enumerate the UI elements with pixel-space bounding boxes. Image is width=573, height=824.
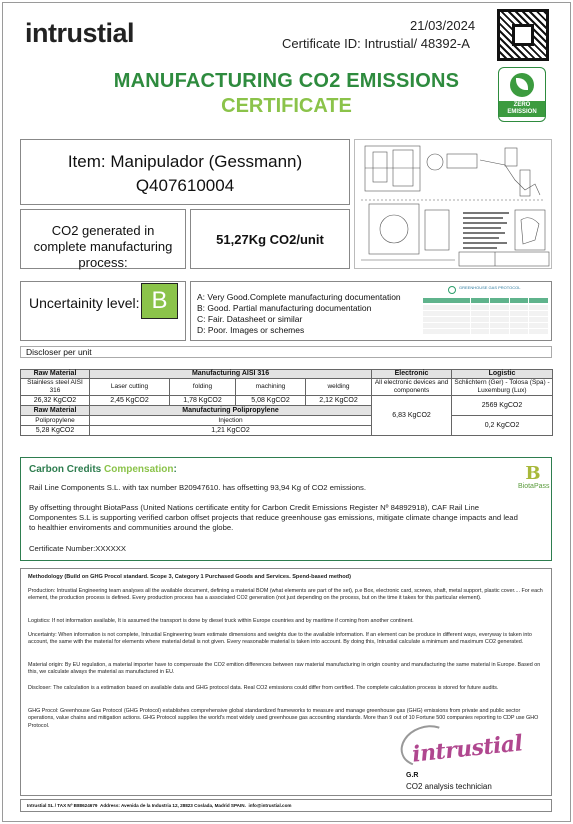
technical-drawing [354,139,552,269]
ghg-protocol-logo-icon [448,286,456,294]
co2-value-box [190,209,350,269]
carbon-credits-box [20,457,552,561]
uncertainty-label: Uncertainity level: [29,295,140,311]
table-cell: 2,12 KgCO2 [306,396,372,406]
footer-email: info@intrustial.com [248,803,292,808]
table-cell: 1,78 KgCO2 [170,396,236,406]
uncertainty-level-b: B: Good. Partial manufacturing documentation [197,303,372,313]
qr-code-icon [497,9,549,61]
signer-role: CO2 analysis technician [406,782,492,791]
electronic-header: Electronic [372,370,452,379]
company-logo: intrustial [25,18,135,48]
methodology-ghg: GHG Procol: Greenhouse Gas Protocol (GHG Protocol) establishes comprehensive global standardized frameworks to measure and manage greenhouse gas (GHG) emissions from private and public sector operations, value chains and mitigation actions. GHG Protocol supplies the world's most widely used greenhouse gas accounting standards. More than 9 out of 10 Fortune 500 companies reporting to CDP use GHO Protocol. [28,708,539,729]
table-cell: Schlichtern (Ger) - Tolosa (Spa) - Luxemburg (Lux) [452,379,553,396]
co2-label-box [20,209,186,269]
item-box [20,139,350,205]
signer-name: G.R [406,772,419,779]
raw-material-header-2: Raw Material [21,406,90,416]
footer-company: Intrustial SL / TAX Nº B88624679 [27,803,98,808]
table-cell: Stainless steel AISI 316 [21,379,90,396]
table-cell: 5,08 KgCO2 [236,396,306,406]
methodology-material-origin: Material origin: By EU regulation, a material importer have to compensate the CO2 emition differences between raw material manufacturing in origin country and manufacturing the same material in Europe. Based on this, we calculate always the material as manufactured in EU. [28,662,541,676]
methodology-title: Methodology (Build on GHG Procol standard. Scope 3, Category 1 Purchased Goods and Services. Spend-based method) [28,574,351,580]
table-cell: machining [236,379,306,396]
footer-address: Address: Avenida de la Industria 12, 28823 Coslada, Madrid SPAIN. [100,803,246,808]
ghg-protocol-logo: GREENHOUSE GAS PROTOCOL [459,285,521,290]
certificate-date: 21/03/2024 [410,18,476,33]
uncertainty-level-d: D: Poor. Images or schemes [197,325,305,335]
page-title: MANUFACTURING CO2 EMISSIONS [113,70,460,92]
item-code: Q407610004 [135,176,235,195]
table-cell: 1,21 KgCO2 [90,426,372,436]
methodology-discloser: Discloser: The calculation is a estimation based on available data and GHG protocol data. Real CO2 emissions could differ from certified. The complete calculation process is stored for future audits. [28,685,499,691]
disclose-label: Discloser per unit [20,346,552,358]
table-cell: folding [170,379,236,396]
table-cell: 26,32 KgCO2 [21,396,90,406]
table-cell: 5,28 KgCO2 [21,426,90,436]
logistic-value-1: 2569 KgCO2 [452,396,553,416]
signature: intrustial [410,730,524,768]
uncertainty-level-a: A: Very Good.Complete manufacturing documentation [197,292,401,302]
manufacturing-header-2: Manufacturing Polipropylene [90,406,372,416]
carbon-credits-title: Carbon Credits Compensation: [29,464,177,475]
table-cell: Laser cutting [90,379,170,396]
table-cell: 2,45 KgCO2 [90,396,170,406]
carbon-credits-line1: Rail Line Components S.L. with tax number B20947610. has offsetting 93,94 Kg of CO2 emissions. [29,483,367,492]
uncertainty-levels-box [190,281,552,341]
table-cell: Injection [90,416,372,426]
uncertainty-box [20,281,186,341]
table-cell: Polipropylene [21,416,90,426]
biotapass-logo: B BiotaPass [518,463,550,490]
uncertainty-grade: B [141,283,178,319]
table-cell: welding [306,379,372,396]
certificate-number: Certificate Number:XXXXXX [29,544,126,553]
logistic-header: Logistic [452,370,553,379]
biotapass-icon: B [525,463,541,484]
certificate-id: Certificate ID: Intrustial/ 48392-A [282,36,470,51]
carbon-credits-line2: By offsetting throught BiotaPass (United Nations certificate entity for Carbon Credit Emissions Register Nº 84892918), CAF Rail Line Componentes S.L is supporting verified carbon offset projects that reduce greenhouse gas emissions, mitigate climate change impacts and lead to healthier enviroments and communities around the globe. [29,503,518,532]
manufacturing-header: Manufacturing AISI 316 [90,370,372,379]
raw-material-header: Raw Material [21,370,90,379]
zero-emission-badge: ZERO EMISSION [498,67,546,122]
logistic-value-2: 0,2 KgCO2 [452,416,553,436]
uncertainty-level-c: C: Fair. Datasheet or similar [197,314,303,324]
methodology-uncertainty: Uncertainty: When information is not complete, Intrustial Engineering team estimate dimensions and weights due to the available information. If an element can be produce in different ways, everyway is taken into account, the same with the material for elements where material detail is not given. Every reasonable material is taken into account. By doing this, Intrustial calculate a minimum and maximum CO2 generated. [28,632,532,646]
co2-label: CO2 generated in complete manufacturing process: [33,223,173,270]
page-subtitle: CERTIFICATE [221,95,352,117]
uncertainty-matrix [423,298,548,338]
electronic-value: 6,83 KgCO2 [372,396,452,436]
technical-drawing-svg [355,140,552,269]
table-cell: All electronic devices and components [372,379,452,396]
item-name: Item: Manipulador (Gessmann) [67,152,303,171]
emissions-table [20,369,553,436]
methodology-production: Production: Intrustial Engineering team analyses all the available document, defining a material BOM (what elements are part of the set), p.e Box, electronic card, screws, shaft, metal support, plastic cover.... For each element, the production process is defined. Every production process has a associated CO2 generation (not just depending on the process, but on the time it takes for this particular element). [28,588,543,602]
methodology-logistics: Logistics: If not information available, It is assumed the transport is done by diesel truck within Europe countries and by maritime if coming from another continent. [28,618,414,624]
methodology-box [20,568,552,796]
co2-value: 51,27Kg CO2/unit [216,232,324,247]
footer [20,799,552,812]
leaf-icon [510,73,534,97]
